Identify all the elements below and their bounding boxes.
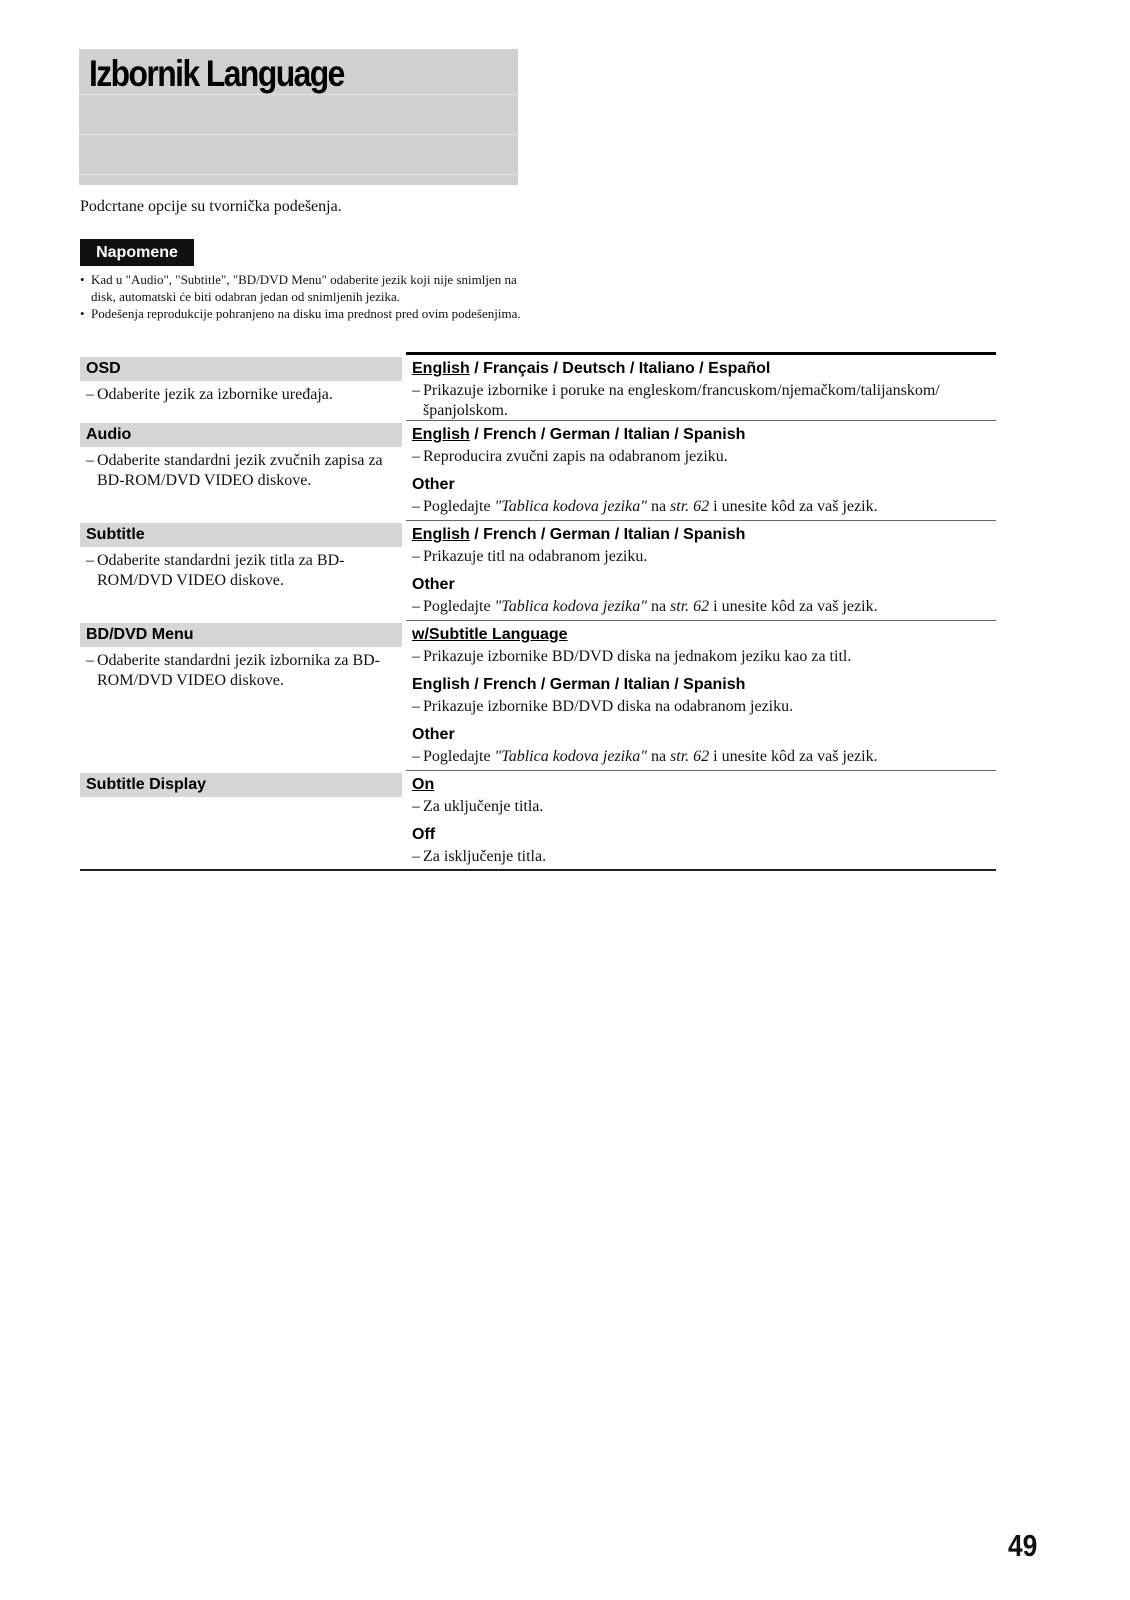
default-option: English [412,360,470,377]
reference-title: "Tablica kodova jezika" [494,498,647,515]
option-description: – Pogledajte "Tablica kodova jezika" na str. 62 i unesite kôd za vaš jezik. [412,748,878,765]
option-heading: Off [412,826,436,843]
setting-row-subtitle-display [80,771,996,871]
option-description: – Prikazuje izbornike BD/DVD diska na odabranom jeziku. [412,698,794,715]
note-item [80,305,530,322]
note-text: Kad u "Audio", "Subtitle", "BD/DVD Menu" odaberite jezik koji nije snimljen na disk, automatski će biti odabran jedan od snimljenih jezika. [91,272,517,304]
option-heading [412,773,996,797]
dash-icon: – [86,386,94,403]
option-heading: English / French / German / Italian / Spanish [412,426,746,443]
setting-name: OSD [80,357,402,381]
reference-title: "Tablica kodova jezika" [494,598,647,615]
dash-icon: – [412,598,420,615]
dash-icon: – [412,448,420,465]
dash-icon: – [412,848,420,865]
option-description: – Prikazuje titl na odabranom jeziku. [412,548,648,565]
page-reference: str. 62 [670,498,710,515]
dash-icon: – [86,452,94,469]
note-item [80,271,530,305]
dash-icon: – [412,648,420,665]
option-heading: English / French / German / Italian / Spanish [412,676,746,693]
option-description: – Prikazuje izbornike BD/DVD diska na jednakom jeziku kao za titl. [412,648,852,665]
default-option: On [412,776,435,793]
setting-description: – Odaberite standardni jezik zvučnih zapisa za BD-ROM/DVD VIDEO diskove. [86,452,383,489]
setting-name: Subtitle [80,523,402,547]
option-description: – Reproducira zvučni zapis na odabranom jeziku. [412,448,728,465]
setting-description: – Odaberite jezik za izbornike uređaja. [86,386,333,403]
title-banner [79,49,518,185]
page-reference: str. 62 [670,598,710,615]
bullet-icon: • [80,306,85,321]
intro-text: Podcrtane opcije su tvornička podešenja. [80,198,342,215]
dash-icon: – [412,548,420,565]
notes-badge: Napomene [80,239,194,266]
option-description: – Za isključenje titla. [412,848,547,865]
option-heading: Other [412,476,455,493]
setting-description: – Odaberite standardni jezik titla za BD-ROM/DVD VIDEO diskove. [86,552,345,589]
settings-table [80,352,996,871]
bullet-icon: • [80,272,85,287]
default-option: w/Subtitle Language [412,626,568,643]
option-description: – Pogledajte "Tablica kodova jezika" na str. 62 i unesite kôd za vaš jezik. [412,598,878,615]
option-heading: Other [412,726,455,743]
option-heading: English / Français / Deutsch / Italiano / Español [412,360,771,377]
option-heading [412,623,996,647]
setting-description: – Odaberite standardni jezik izbornika za BD-ROM/DVD VIDEO diskove. [86,652,380,689]
setting-name: BD/DVD Menu [80,623,402,647]
dash-icon: – [412,798,420,815]
dash-icon: – [412,382,420,399]
page-number: 49 [1008,1528,1038,1563]
option-description: – Za uključenje titla. [412,798,544,815]
option-description: – Pogledajte "Tablica kodova jezika" na str. 62 i unesite kôd za vaš jezik. [412,498,878,515]
notes-list [80,271,530,322]
setting-name: Subtitle Display [80,773,402,797]
setting-row-bd-dvd-menu [80,621,996,771]
option-description: – Prikazuje izbornike i poruke na engleskom/francuskom/njemačkom/talijanskom/ španjolskom. [412,382,940,419]
dash-icon: – [412,498,420,515]
option-heading: English / French / German / Italian / Spanish [412,526,746,543]
page-title: Izbornik Language [89,53,344,94]
option-heading: Other [412,576,455,593]
setting-row-osd [80,355,996,421]
setting-row-audio [80,421,996,521]
dash-icon: – [86,652,94,669]
dash-icon: – [412,698,420,715]
dash-icon: – [412,748,420,765]
dash-icon: – [86,552,94,569]
reference-title: "Tablica kodova jezika" [494,748,647,765]
setting-name: Audio [80,423,402,447]
table-bottom-rule [80,869,996,871]
default-option: English [412,426,470,443]
note-text: Podešenja reprodukcije pohranjeno na disku ima prednost pred ovim podešenjima. [91,306,521,321]
setting-row-subtitle [80,521,996,621]
page-reference: str. 62 [670,748,710,765]
default-option: English [412,526,470,543]
